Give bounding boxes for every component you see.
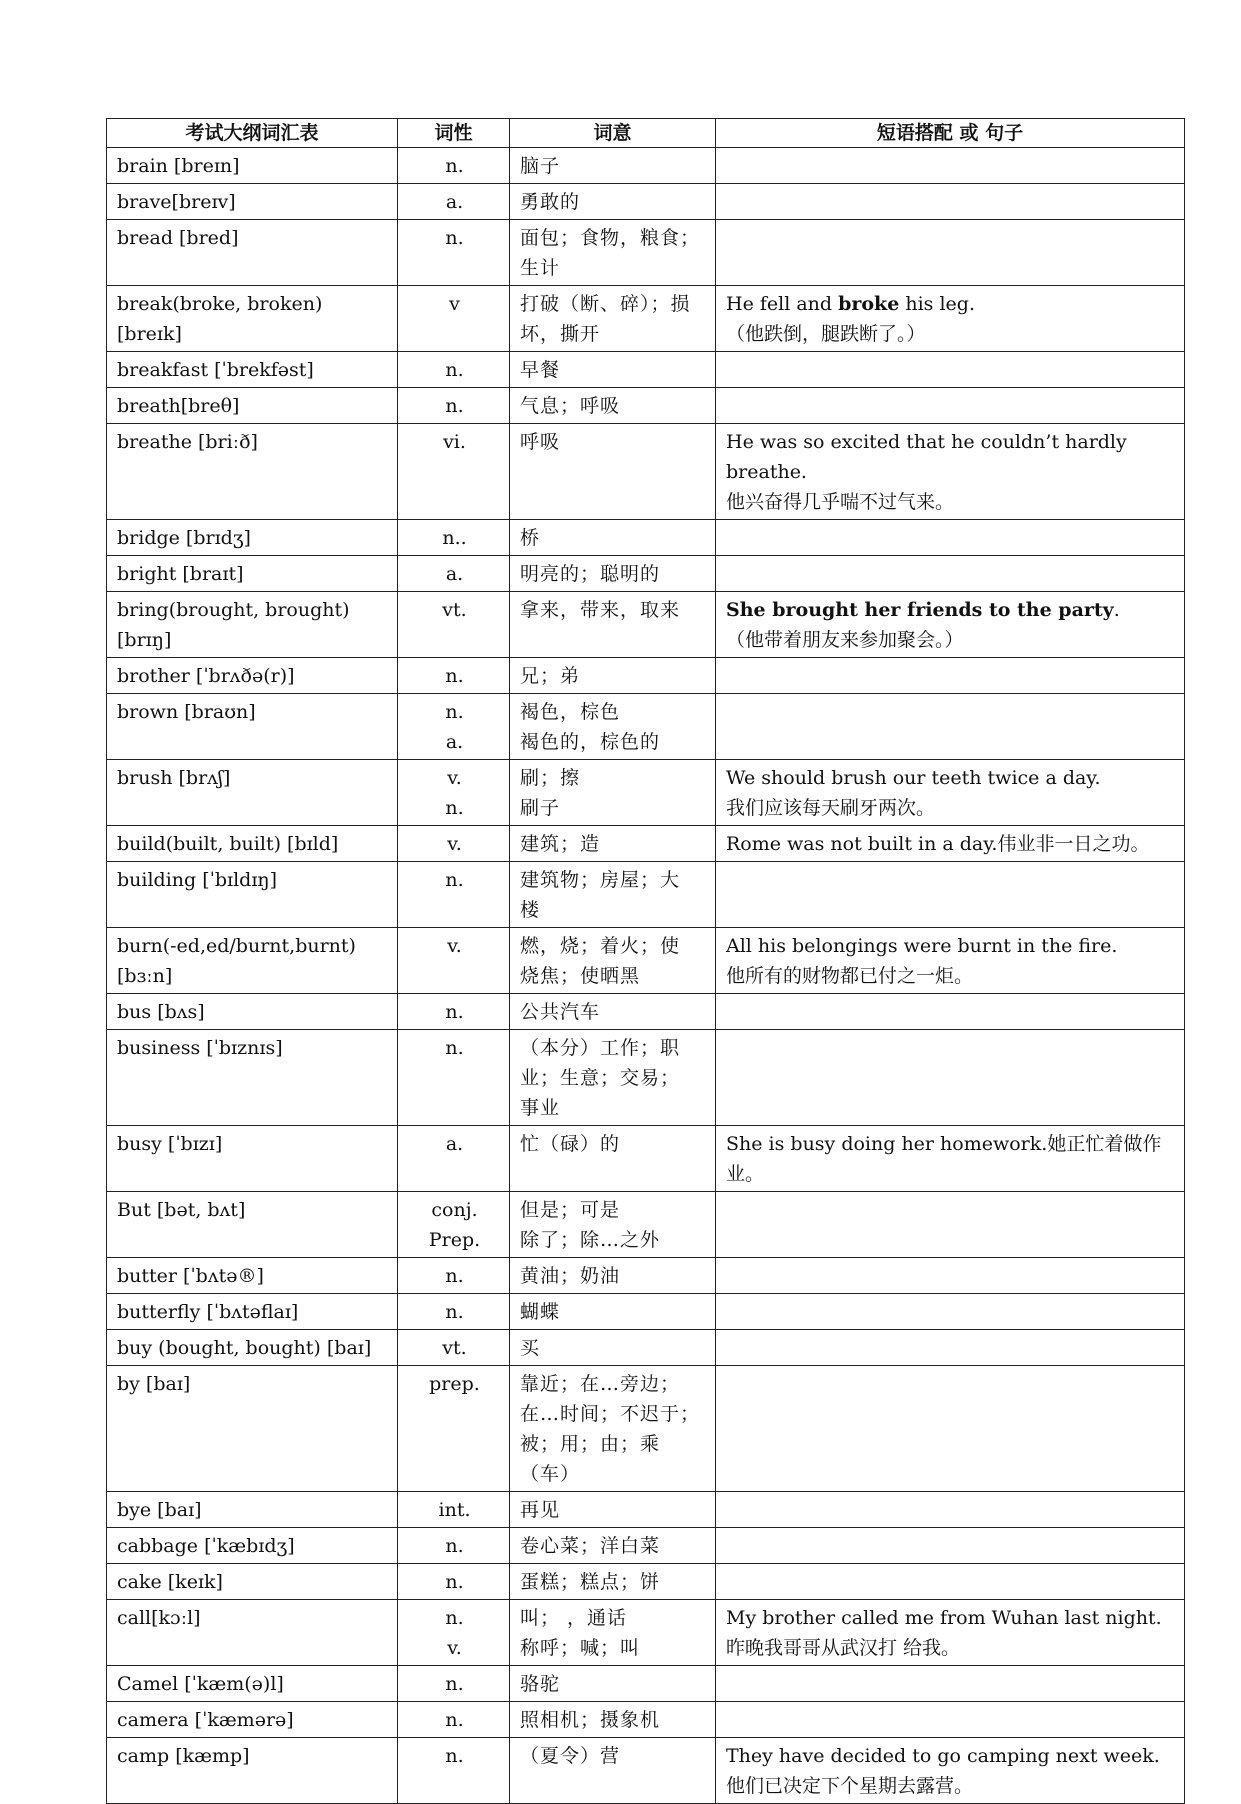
meaning-cell: 勇敢的 [510, 184, 716, 220]
table-row [107, 928, 1185, 994]
pos-cell: v. n. [398, 760, 510, 826]
table-row [107, 1600, 1185, 1666]
example-cell [716, 1666, 1185, 1702]
vocabulary-table [106, 118, 1185, 1804]
table-row [107, 592, 1185, 658]
table-row [107, 862, 1185, 928]
meaning-cell: 蛋糕；糕点；饼 [510, 1564, 716, 1600]
meaning-cell: 面包；食物，粮食； 生计 [510, 220, 716, 286]
table-row [107, 994, 1185, 1030]
pos-cell: n. [398, 1564, 510, 1600]
word-cell: by [baɪ] [107, 1366, 398, 1492]
example-cell [716, 994, 1185, 1030]
table-row [107, 1126, 1185, 1192]
table-row [107, 1294, 1185, 1330]
example-cell [716, 694, 1185, 760]
example-text: He fell and [726, 293, 839, 315]
table-row [107, 1366, 1185, 1492]
example-line [726, 595, 1176, 625]
example-line [726, 625, 1176, 655]
word-cell: butterfly [ˈbʌtəflaɪ] [107, 1294, 398, 1330]
word-cell: bring(brought, brought) [brɪŋ] [107, 592, 398, 658]
table-row [107, 1030, 1185, 1126]
meaning-cell: 早餐 [510, 352, 716, 388]
word-cell: brush [brʌʃ] [107, 760, 398, 826]
example-text: They have decided to go camping next week. [726, 1745, 1160, 1767]
word-cell: brown [braʊn] [107, 694, 398, 760]
example-cell [716, 1126, 1185, 1192]
pos-cell: n. [398, 994, 510, 1030]
meaning-cell: 燃，烧；着火；使 烧焦；使晒黑 [510, 928, 716, 994]
pos-cell: n. [398, 1528, 510, 1564]
table-row [107, 1192, 1185, 1258]
word-cell: camp [kæmp] [107, 1738, 398, 1804]
meaning-cell: 气息；呼吸 [510, 388, 716, 424]
example-text: 他所有的财物都已付之一炬。 [726, 965, 974, 987]
pos-cell: n. [398, 1666, 510, 1702]
table-row [107, 1738, 1185, 1804]
pos-cell: a. [398, 184, 510, 220]
pos-cell: n.. [398, 520, 510, 556]
pos-cell: prep. [398, 1366, 510, 1492]
word-cell: busy [ˈbɪzɪ] [107, 1126, 398, 1192]
example-text: （他带着朋友来参加聚会。） [726, 629, 964, 651]
word-cell: brain [breɪn] [107, 148, 398, 184]
meaning-cell: 脑子 [510, 148, 716, 184]
example-cell [716, 556, 1185, 592]
meaning-cell: 兄；弟 [510, 658, 716, 694]
word-cell: camera [ˈkæmərə] [107, 1702, 398, 1738]
table-row [107, 520, 1185, 556]
example-text: （他跌倒，腿跌断了。） [726, 323, 926, 345]
example-cell [716, 148, 1185, 184]
pos-cell: n. [398, 148, 510, 184]
word-cell: bye [baɪ] [107, 1492, 398, 1528]
header-word: 考试大纲词汇表 [107, 119, 398, 148]
meaning-cell: 再见 [510, 1492, 716, 1528]
example-cell [716, 1738, 1185, 1804]
example-line [726, 289, 1176, 319]
example-line [726, 1129, 1176, 1189]
example-cell [716, 826, 1185, 862]
pos-cell: v. [398, 928, 510, 994]
word-cell: buy (bought, bought) [baɪ] [107, 1330, 398, 1366]
example-line [726, 829, 1176, 859]
example-cell [716, 592, 1185, 658]
example-cell [716, 1366, 1185, 1492]
example-cell [716, 928, 1185, 994]
table-row [107, 388, 1185, 424]
example-text: He was so excited that he couldn’t hardly breathe. [726, 431, 1127, 483]
meaning-cell: （夏令）营 [510, 1738, 716, 1804]
pos-cell: conj. Prep. [398, 1192, 510, 1258]
example-line [726, 1741, 1176, 1771]
pos-cell: int. [398, 1492, 510, 1528]
example-cell [716, 1564, 1185, 1600]
table-row [107, 352, 1185, 388]
word-cell: But [bət, bʌt] [107, 1192, 398, 1258]
meaning-cell: 黄油；奶油 [510, 1258, 716, 1294]
pos-cell: vi. [398, 424, 510, 520]
example-line [726, 1771, 1176, 1801]
meaning-cell: 卷心菜；洋白菜 [510, 1528, 716, 1564]
example-cell [716, 520, 1185, 556]
example-cell [716, 658, 1185, 694]
word-cell: business [ˈbɪznɪs] [107, 1030, 398, 1126]
pos-cell: n. [398, 220, 510, 286]
example-cell [716, 1702, 1185, 1738]
pos-cell: n. [398, 1738, 510, 1804]
example-line [726, 427, 1176, 487]
pos-cell: n. [398, 1702, 510, 1738]
example-cell [716, 286, 1185, 352]
pos-cell: n. v. [398, 1600, 510, 1666]
example-bold-text: broke [838, 293, 900, 315]
meaning-cell: 忙（碌）的 [510, 1126, 716, 1192]
example-text: 他兴奋得几乎喘不过气来。 [726, 491, 955, 513]
meaning-cell: 呼吸 [510, 424, 716, 520]
header-row [107, 119, 1185, 148]
table-row [107, 1492, 1185, 1528]
example-text: My brother called me from Wuhan last night. [726, 1607, 1162, 1629]
pos-cell: a. [398, 1126, 510, 1192]
pos-cell: n. [398, 1258, 510, 1294]
table-row [107, 286, 1185, 352]
meaning-cell: 明亮的；聪明的 [510, 556, 716, 592]
example-text: his leg. [899, 293, 975, 315]
pos-cell: n. [398, 1294, 510, 1330]
meaning-cell: 靠近；在…旁边； 在…时间；不迟于； 被；用；由；乘（车） [510, 1366, 716, 1492]
example-cell [716, 184, 1185, 220]
word-cell: cabbage [ˈkæbɪdʒ] [107, 1528, 398, 1564]
example-cell [716, 424, 1185, 520]
example-cell [716, 352, 1185, 388]
example-cell [716, 1258, 1185, 1294]
table-row [107, 148, 1185, 184]
example-text: All his belongings were burnt in the fire. [726, 935, 1118, 957]
pos-cell: n. [398, 658, 510, 694]
meaning-cell: 骆驼 [510, 1666, 716, 1702]
example-line [726, 763, 1176, 793]
meaning-cell: 蝴蝶 [510, 1294, 716, 1330]
word-cell: Camel [ˈkæm(ə)l] [107, 1666, 398, 1702]
word-cell: burn(-ed,ed/burnt,burnt) [bɜːn] [107, 928, 398, 994]
meaning-cell: 刷；擦 刷子 [510, 760, 716, 826]
example-text: . [1113, 599, 1120, 621]
example-cell [716, 862, 1185, 928]
pos-cell: a. [398, 556, 510, 592]
pos-cell: n. a. [398, 694, 510, 760]
table-row [107, 1702, 1185, 1738]
example-line [726, 961, 1176, 991]
vocabulary-rows [107, 148, 1185, 1804]
meaning-cell: 打破（断、碎）；损 坏，撕开 [510, 286, 716, 352]
example-cell [716, 1528, 1185, 1564]
table-row [107, 1330, 1185, 1366]
word-cell: breakfast [ˈbrekfəst] [107, 352, 398, 388]
example-cell [716, 1600, 1185, 1666]
header-pos: 词性 [398, 119, 510, 148]
word-cell: breathe [briːð] [107, 424, 398, 520]
word-cell: brave[breɪv] [107, 184, 398, 220]
table-row [107, 1528, 1185, 1564]
table-row [107, 826, 1185, 862]
example-line [726, 319, 1176, 349]
meaning-cell: 建筑；造 [510, 826, 716, 862]
pos-cell: vt. [398, 1330, 510, 1366]
header-example: 短语搭配 或 句子 [716, 119, 1185, 148]
word-cell: cake [keɪk] [107, 1564, 398, 1600]
word-cell: bright [braɪt] [107, 556, 398, 592]
example-cell [716, 1330, 1185, 1366]
example-line [726, 487, 1176, 517]
meaning-cell: 公共汽车 [510, 994, 716, 1030]
word-cell: call[kɔːl] [107, 1600, 398, 1666]
example-cell [716, 1192, 1185, 1258]
word-cell: brother [ˈbrʌðə(r)] [107, 658, 398, 694]
word-cell: bus [bʌs] [107, 994, 398, 1030]
table-row [107, 1258, 1185, 1294]
example-line [726, 931, 1176, 961]
table-row [107, 694, 1185, 760]
table-row [107, 556, 1185, 592]
pos-cell: vt. [398, 592, 510, 658]
example-cell [716, 1492, 1185, 1528]
example-line [726, 793, 1176, 823]
pos-cell: n. [398, 388, 510, 424]
example-bold-text: She brought her friends to the party [726, 599, 1114, 621]
pos-cell: n. [398, 862, 510, 928]
meaning-cell: 买 [510, 1330, 716, 1366]
meaning-cell: 褐色，棕色 褐色的，棕色的 [510, 694, 716, 760]
word-cell: butter [ˈbʌtə®] [107, 1258, 398, 1294]
example-line [726, 1633, 1176, 1663]
meaning-cell: 照相机；摄象机 [510, 1702, 716, 1738]
header-meaning: 词意 [510, 119, 716, 148]
example-cell [716, 1294, 1185, 1330]
example-text: We should brush our teeth twice a day. [726, 767, 1101, 789]
pos-cell: n. [398, 1030, 510, 1126]
meaning-cell: （本分）工作；职 业；生意；交易； 事业 [510, 1030, 716, 1126]
pos-cell: v [398, 286, 510, 352]
example-cell [716, 388, 1185, 424]
word-cell: break(broke, broken) [breɪk] [107, 286, 398, 352]
example-text: Rome was not built in a day.伟业非一日之功。 [726, 833, 1150, 855]
pos-cell: n. [398, 352, 510, 388]
example-text: 昨晚我哥哥从武汉打 给我。 [726, 1637, 961, 1659]
example-cell [716, 760, 1185, 826]
example-text: 他们已决定下个星期去露营。 [726, 1775, 974, 1797]
example-text: 我们应该每天刷牙两次。 [726, 797, 936, 819]
table-row [107, 220, 1185, 286]
meaning-cell: 拿来，带来，取来 [510, 592, 716, 658]
meaning-cell: 叫； ，通话 称呼；喊；叫 [510, 1600, 716, 1666]
table-row [107, 424, 1185, 520]
example-line [726, 1603, 1176, 1633]
meaning-cell: 桥 [510, 520, 716, 556]
table-row [107, 658, 1185, 694]
word-cell: bread [bred] [107, 220, 398, 286]
word-cell: bridge [brɪdʒ] [107, 520, 398, 556]
table-row [107, 1666, 1185, 1702]
example-cell [716, 220, 1185, 286]
example-text: She is busy doing her homework.她正忙着做作业。 [726, 1133, 1162, 1185]
word-cell: breath[breθ] [107, 388, 398, 424]
word-cell: build(built, built) [bɪld] [107, 826, 398, 862]
pos-cell: v. [398, 826, 510, 862]
example-cell [716, 1030, 1185, 1126]
table-row [107, 760, 1185, 826]
table-row [107, 1564, 1185, 1600]
meaning-cell: 但是；可是 除了；除…之外 [510, 1192, 716, 1258]
word-cell: building [ˈbɪldɪŋ] [107, 862, 398, 928]
meaning-cell: 建筑物；房屋；大 楼 [510, 862, 716, 928]
table-row [107, 184, 1185, 220]
